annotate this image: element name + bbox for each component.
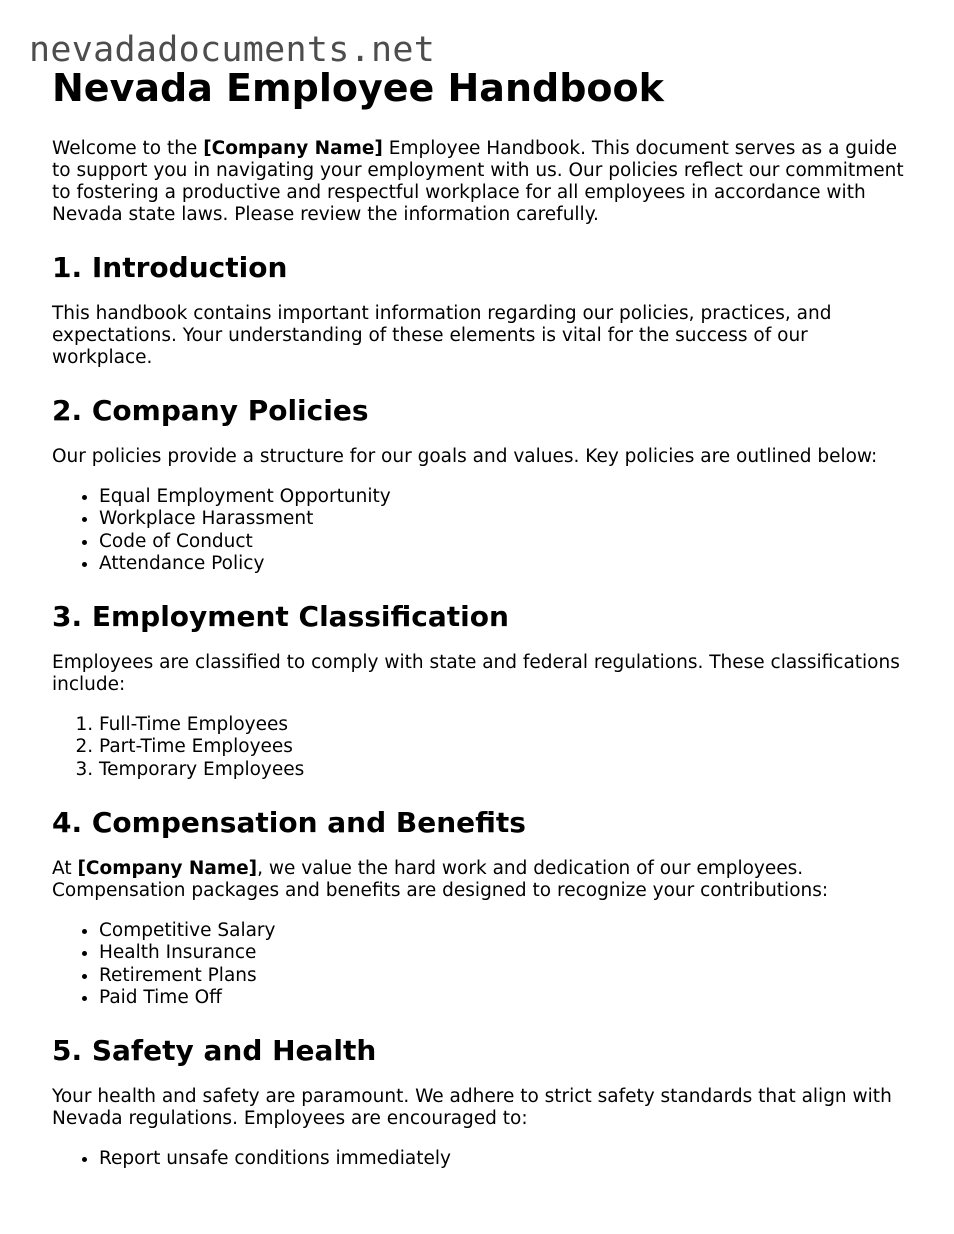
welcome-paragraph — [52, 138, 912, 226]
section-heading-safety-health: 5. Safety and Health — [52, 1034, 377, 1068]
compensation-text-end: , we value the hard work and dedication of our employees. Compensation packages and benefits are designed to recognize your contributions: — [52, 858, 829, 902]
list-item: 3. Temporary Employees — [99, 759, 912, 781]
document-title: Nevada Employee Handbook — [52, 66, 664, 110]
compensation-text-start: At — [52, 858, 78, 880]
benefits-list — [52, 920, 912, 1009]
list-item: • Competitive Salary — [99, 920, 912, 942]
list-item: • Attendance Policy — [99, 553, 912, 575]
section-heading-introduction: 1. Introduction — [52, 251, 288, 284]
company-name-placeholder: [Company Name] — [77, 858, 258, 880]
site-watermark: nevadadocuments.net — [29, 30, 436, 70]
section-heading-compensation-benefits: 4. Compensation and Benefits — [52, 806, 526, 840]
handbook-document — [52, 64, 912, 1171]
list-item: • Code of Conduct — [99, 531, 912, 553]
safety-list — [52, 1148, 912, 1170]
list-item: • Report unsafe conditions immediately — [99, 1148, 912, 1170]
policies-list — [52, 486, 912, 575]
list-item: • Health Insurance — [99, 942, 912, 964]
section-text-introduction: This handbook contains important information regarding our policies, practices, and expectations. Your understanding of these elements is vital for the success of our workplace. — [52, 303, 832, 368]
section-text-employment-classification: Employees are classified to comply with state and federal regulations. These classifications include: — [52, 652, 900, 696]
list-item: • Equal Employment Opportunity — [99, 486, 912, 508]
section-text-compensation-benefits — [52, 858, 912, 902]
welcome-text-end: Employee Handbook. This document serves as a guide to support you in navigating your employment with us. Our policies reflect our commitment to fostering a productive and respectful workplace for all employees in accordance with Nevada state laws. Please review the information carefully. — [52, 138, 904, 225]
list-item: • Paid Time Off — [99, 987, 912, 1009]
section-text-company-policies: Our policies provide a structure for our goals and values. Key policies are outlined below: — [52, 446, 878, 467]
section-text-safety-health: Your health and safety are paramount. We adhere to strict safety standards that align with Nevada regulations. Employees are encouraged to: — [52, 1086, 892, 1130]
company-name-placeholder: [Company Name] — [203, 138, 383, 159]
list-item: • Workplace Harassment — [99, 508, 912, 530]
section-heading-employment-classification: 3. Employment Classification — [52, 600, 509, 634]
section-heading-company-policies: 2. Company Policies — [52, 394, 369, 427]
list-item: 1. Full-Time Employees — [99, 714, 912, 736]
welcome-text-start: Welcome to the — [52, 138, 204, 159]
list-item: 2. Part-Time Employees — [99, 736, 912, 758]
list-item: • Retirement Plans — [99, 965, 912, 987]
classification-list — [52, 714, 912, 781]
